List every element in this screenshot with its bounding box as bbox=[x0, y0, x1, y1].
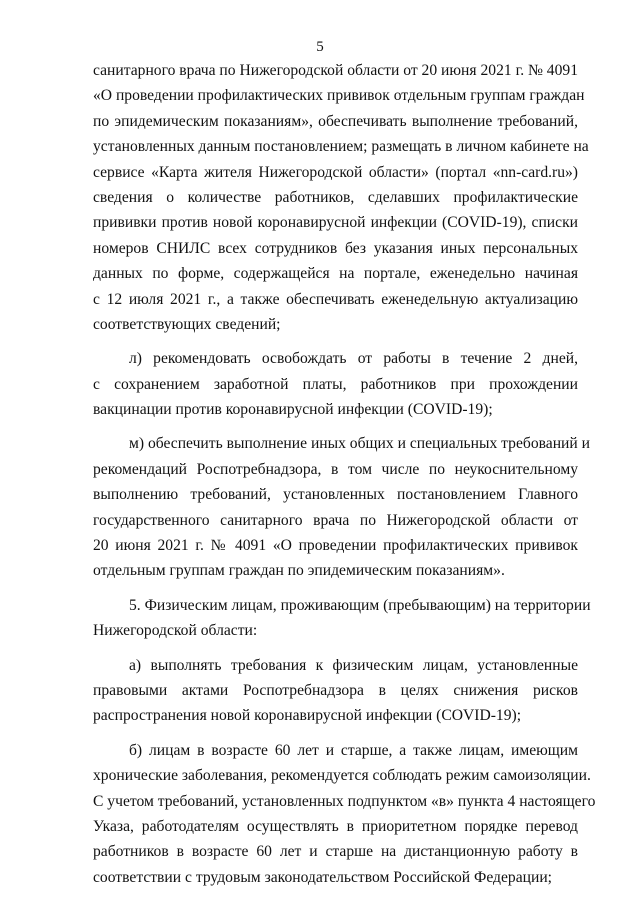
text-line: номеров СНИЛС всех сотрудников без указания иных персональных bbox=[93, 239, 578, 257]
page-number: 5 bbox=[316, 39, 324, 55]
paragraph-gap bbox=[93, 729, 578, 738]
text-line: б) лицам в возрасте 60 лет и старше, а также лицам, имеющим bbox=[129, 741, 578, 759]
text-line: санитарного врача по Нижегородской области от 20 июня 2021 г. № 4091 bbox=[93, 62, 578, 79]
paragraph-gap bbox=[93, 422, 578, 431]
text-line: вакцинации против коронавирусной инфекции (COVID-19); bbox=[93, 401, 493, 419]
text-line: выполнению требований, установленных постановлением Главного bbox=[93, 486, 578, 504]
paragraph bbox=[93, 738, 596, 890]
text-line: распространения новой коронавирусной инфекции (COVID-19); bbox=[93, 707, 522, 725]
text-line: С учетом требований, установленных подпунктом «в» пункта 4 настоящего bbox=[93, 792, 596, 810]
paragraph bbox=[93, 58, 589, 337]
text-line: 5. Физическим лицам, проживающим (пребывающим) на территории bbox=[129, 596, 591, 614]
paragraph bbox=[93, 346, 578, 422]
document-body bbox=[93, 58, 596, 890]
text-line: правовыми актами Роспотребнадзора в целях снижения рисков bbox=[93, 681, 578, 699]
text-line: сведения о количестве работников, сделавших профилактические bbox=[93, 188, 578, 206]
text-line: отдельным группам граждан по эпидемическим показаниям». bbox=[93, 562, 505, 580]
text-line: по эпидемическим показаниям», обеспечивать выполнение требований, bbox=[93, 112, 578, 130]
text-line: рекомендаций Роспотребнадзора, в том числе по неукоснительному bbox=[93, 460, 578, 478]
paragraph bbox=[93, 593, 591, 644]
text-line: соответствии с трудовым законодательством Российской Федерации; bbox=[93, 868, 552, 886]
text-line: с сохранением заработной платы, работников при прохождении bbox=[93, 375, 578, 393]
text-line: работников в возрасте 60 лет и старше на дистанционную работу в bbox=[93, 843, 578, 861]
text-line: соответствующих сведений; bbox=[93, 315, 281, 333]
paragraph-gap bbox=[93, 337, 578, 346]
text-line: 20 июня 2021 г. № 4091 «О проведении профилактических прививок bbox=[93, 537, 578, 555]
paragraph-gap bbox=[93, 584, 578, 593]
text-line: прививки против новой коронавирусной инфекции (COVID-19), списки bbox=[93, 214, 578, 232]
paragraph bbox=[93, 653, 578, 729]
text-line: хронические заболевания, рекомендуется соблюдать режим самоизоляции. bbox=[93, 767, 591, 785]
text-line: л) рекомендовать освобождать от работы в течение 2 дней, bbox=[129, 350, 578, 368]
text-line: установленных данным постановлением; размещать в личном кабинете на bbox=[93, 138, 589, 156]
paragraph-gap bbox=[93, 644, 578, 653]
text-line: государственного санитарного врача по Нижегородской области от bbox=[93, 511, 578, 529]
paragraph bbox=[93, 431, 590, 583]
text-line: «О проведении профилактических прививок отдельным группам граждан bbox=[93, 87, 585, 105]
text-line: Указа, работодателям осуществлять в приоритетном порядке перевод bbox=[93, 817, 578, 835]
text-line: данных по форме, содержащейся на портале, еженедельно начиная bbox=[93, 265, 578, 283]
text-line: а) выполнять требования к физическим лицам, установленные bbox=[129, 656, 578, 674]
text-line: с 12 июля 2021 г., а также обеспечивать еженедельную актуализацию bbox=[93, 290, 578, 308]
text-line: сервисе «Карта жителя Нижегородской области» (портал «nn-card.ru») bbox=[93, 163, 578, 181]
text-line: м) обеспечить выполнение иных общих и специальных требований и bbox=[129, 435, 590, 453]
text-line: Нижегородской области: bbox=[93, 622, 258, 640]
